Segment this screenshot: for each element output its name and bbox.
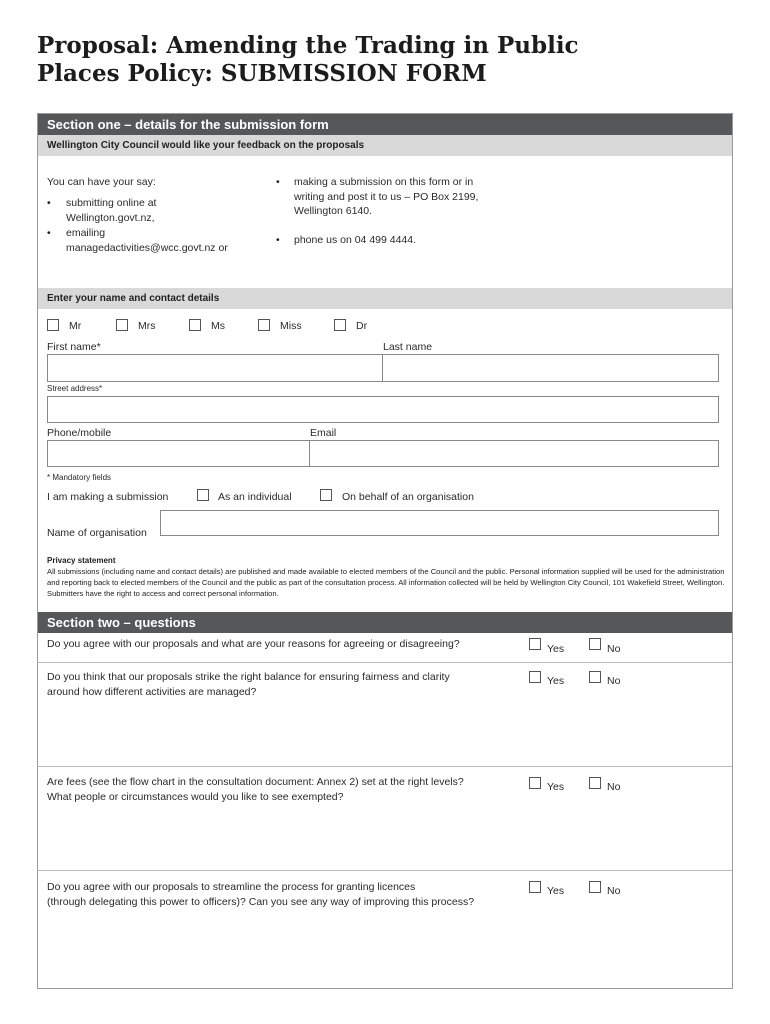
bullet-phone: phone us on 04 499 4444. xyxy=(294,234,417,246)
title-mr-checkbox[interactable] xyxy=(47,319,59,331)
bullet-post-line-2: writing and post it to us – PO Box 2199, xyxy=(294,190,479,203)
individual-label: As an individual xyxy=(218,491,292,503)
organisation-option-label: On behalf of an organisation xyxy=(342,491,474,503)
title-ms-checkbox[interactable] xyxy=(189,319,201,331)
q2-yes-checkbox[interactable] xyxy=(529,671,541,683)
mandatory-note: * Mandatory fields xyxy=(47,473,112,482)
say-intro: You can have your say: xyxy=(47,176,156,188)
question-3-line-1: Are fees (see the flow chart in the consultation document: Annex 2) set at the right levels? xyxy=(47,776,464,788)
title-mrs-checkbox[interactable] xyxy=(116,319,128,331)
submission-type-label: I am making a submission xyxy=(47,491,169,503)
title-miss-checkbox[interactable] xyxy=(258,319,270,331)
question-2 xyxy=(47,670,450,699)
question-3-line-2: What people or circumstances would you like to see exempted? xyxy=(47,790,344,803)
email-field[interactable] xyxy=(309,440,719,467)
question-3 xyxy=(47,775,464,804)
q3-no-checkbox[interactable] xyxy=(589,777,601,789)
q4-no-label: No xyxy=(607,885,621,897)
individual-checkbox[interactable] xyxy=(197,489,209,501)
privacy-heading: Privacy statement xyxy=(47,556,116,565)
q2-no-checkbox[interactable] xyxy=(589,671,601,683)
question-divider xyxy=(38,766,732,767)
question-1-line-1: Do you agree with our proposals and what are your reasons for agreeing or disagreeing? xyxy=(47,638,460,650)
question-divider xyxy=(38,662,732,663)
title-dr-label: Dr xyxy=(356,320,368,332)
bullet-post-line-1: making a submission on this form or in xyxy=(294,176,474,188)
bullet-icon: • xyxy=(47,197,51,209)
org-name-label: Name of organisation xyxy=(47,527,147,539)
q1-yes-checkbox[interactable] xyxy=(529,638,541,650)
q3-no-label: No xyxy=(607,781,621,793)
privacy-text: All submissions (including name and contact details) are published and made available to elected members of the Council and the public. Personal information supplied will be used for the administration and reporting back to elected members of the Council and the public as part of the consultation process. All information collected will be held by Wellington City Council, 101 Wakefield Street, Wellington. Submitters have the right to access and correct personal information. xyxy=(47,567,725,598)
section-one-subheading: Wellington City Council would like your feedback on the proposals xyxy=(38,135,732,156)
q3-yes-label: Yes xyxy=(547,781,565,793)
organisation-checkbox[interactable] xyxy=(320,489,332,501)
bullet-post xyxy=(294,175,478,219)
bullet-icon: • xyxy=(276,234,280,246)
q2-yes-label: Yes xyxy=(547,675,565,687)
bullet-icon: • xyxy=(276,176,280,188)
section-one-heading: Section one – details for the submission form xyxy=(38,114,732,135)
first-name-field[interactable] xyxy=(47,354,383,382)
question-4 xyxy=(47,880,474,909)
page-title xyxy=(37,32,657,88)
title-ms-label: Ms xyxy=(211,320,225,332)
bullet-online xyxy=(66,196,156,225)
page-title-line-2: Places Policy: SUBMISSION FORM xyxy=(37,60,487,87)
q4-yes-label: Yes xyxy=(547,885,565,897)
street-address-label: Street address* xyxy=(47,384,103,393)
question-2-line-1: Do you think that our proposals strike the right balance for ensuring fairness and clarity xyxy=(47,671,450,683)
phone-label: Phone/mobile xyxy=(47,427,112,439)
org-name-field[interactable] xyxy=(160,510,719,536)
q1-no-label: No xyxy=(607,643,621,655)
email-label: Email xyxy=(310,427,337,439)
q3-yes-checkbox[interactable] xyxy=(529,777,541,789)
last-name-label: Last name xyxy=(383,341,433,353)
bullet-online-line-2[interactable]: Wellington.govt.nz, xyxy=(66,211,155,224)
last-name-field[interactable] xyxy=(382,354,719,382)
title-mrs-label: Mrs xyxy=(138,320,156,332)
question-1 xyxy=(47,637,460,652)
bullet-email-line-1: emailing xyxy=(66,227,106,239)
q1-yes-label: Yes xyxy=(547,643,565,655)
phone-field[interactable] xyxy=(47,440,310,467)
street-address-field[interactable] xyxy=(47,396,719,423)
privacy-statement xyxy=(47,555,727,599)
page-title-line-1: Proposal: Amending the Trading in Public xyxy=(37,32,579,59)
bullet-post-line-3: Wellington 6140. xyxy=(294,205,373,217)
bullet-icon: • xyxy=(47,227,51,239)
q2-no-label: No xyxy=(607,675,621,687)
question-2-line-2: around how different activities are managed? xyxy=(47,685,257,698)
q1-no-checkbox[interactable] xyxy=(589,638,601,650)
question-divider xyxy=(38,870,732,871)
section-two-heading: Section two – questions xyxy=(38,612,732,633)
bullet-online-line-1: submitting online at xyxy=(66,197,157,209)
title-mr-label: Mr xyxy=(69,320,82,332)
title-miss-label: Miss xyxy=(280,320,302,332)
bullet-email xyxy=(66,226,228,255)
contact-heading: Enter your name and contact details xyxy=(38,288,732,309)
title-dr-checkbox[interactable] xyxy=(334,319,346,331)
q4-yes-checkbox[interactable] xyxy=(529,881,541,893)
question-4-line-1: Do you agree with our proposals to streamline the process for granting licences xyxy=(47,881,416,893)
first-name-label: First name* xyxy=(47,341,101,353)
q4-no-checkbox[interactable] xyxy=(589,881,601,893)
bullet-email-line-2[interactable]: managedactivities@wcc.govt.nz or xyxy=(66,241,228,254)
question-4-line-2: (through delegating this power to officers)? Can you see any way of improving this process? xyxy=(47,895,475,908)
